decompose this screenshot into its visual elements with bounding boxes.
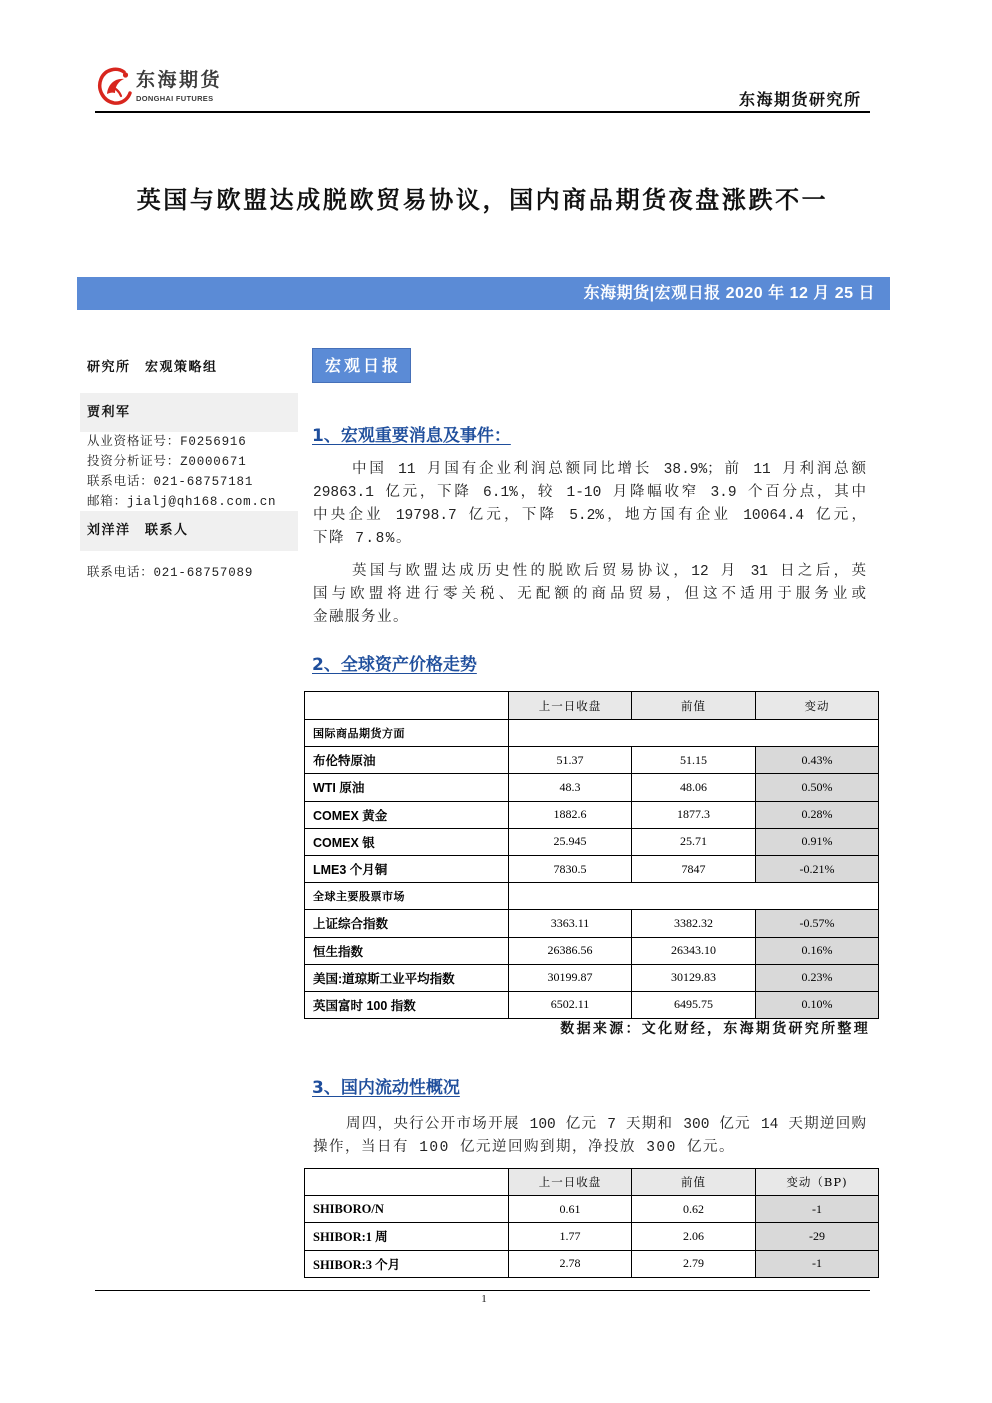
footer-divider bbox=[95, 1290, 870, 1291]
table-header-row bbox=[305, 692, 879, 720]
row-label: LME3 个月铜 bbox=[305, 855, 509, 882]
company-logo bbox=[97, 66, 229, 110]
table-row bbox=[305, 1196, 879, 1223]
department: 研究所 宏观策略组 bbox=[87, 360, 218, 375]
table-header-blank bbox=[305, 1169, 509, 1196]
institute-name: 东海期货研究所 bbox=[739, 90, 862, 109]
logo-name-cn: 东海期货 bbox=[136, 69, 223, 91]
table-empty-cell bbox=[509, 883, 879, 910]
header-previous-close: 上一日收盘 bbox=[509, 692, 632, 720]
header-divider bbox=[95, 111, 870, 113]
analysis-number: 投资分析证号：Z0000671 bbox=[87, 455, 247, 469]
table-header-row bbox=[305, 1169, 879, 1196]
table-row bbox=[305, 964, 879, 991]
table-row bbox=[305, 747, 879, 774]
section-heading-liquidity: 3、国内流动性概况 bbox=[312, 1078, 460, 1098]
paragraph bbox=[313, 561, 866, 630]
table-row bbox=[305, 910, 879, 937]
row-label: 上证综合指数 bbox=[305, 910, 509, 937]
liquidity-table bbox=[304, 1168, 879, 1278]
table-section-label: 全球主要股票市场 bbox=[305, 883, 509, 910]
previous-close-value: 48.3 bbox=[509, 774, 632, 801]
change-value: -29 bbox=[756, 1223, 879, 1250]
change-value: 0.16% bbox=[756, 937, 879, 964]
prior-value: 25.71 bbox=[632, 828, 756, 855]
global-asset-price-table bbox=[304, 691, 879, 1019]
paragraph-line: 中国 11 月国有企业利润总额同比增长 38.9%；前 11 月利润总额 bbox=[352, 462, 866, 478]
change-value: -1 bbox=[756, 1196, 879, 1223]
contact-name-band bbox=[80, 511, 298, 551]
previous-close-value: 0.61 bbox=[509, 1196, 632, 1223]
row-label: 恒生指数 bbox=[305, 937, 509, 964]
section-heading-global-assets: 2、全球资产价格走势 bbox=[312, 655, 477, 675]
row-label: COMEX 黄金 bbox=[305, 801, 509, 828]
previous-close-value: 51.37 bbox=[509, 747, 632, 774]
qualification-number: 从业资格证号：F0256916 bbox=[87, 435, 247, 449]
prior-value: 1877.3 bbox=[632, 801, 756, 828]
previous-close-value: 2.78 bbox=[509, 1250, 632, 1277]
logo-name-en: DONGHAI FUTURES bbox=[136, 94, 214, 103]
analyst-credentials bbox=[87, 432, 276, 512]
prior-value: 48.06 bbox=[632, 774, 756, 801]
header-prior-value: 前值 bbox=[632, 692, 756, 720]
row-label: 英国富时 100 指数 bbox=[305, 991, 509, 1018]
row-label: WTI 原油 bbox=[305, 774, 509, 801]
prior-value: 30129.83 bbox=[632, 964, 756, 991]
report-title: 英国与欧盟达成脱欧贸易协议，国内商品期货夜盘涨跌不一 bbox=[136, 185, 829, 214]
row-label: SHIBORO/N bbox=[305, 1196, 509, 1223]
table-empty-cell bbox=[509, 720, 879, 747]
change-value: -1 bbox=[756, 1250, 879, 1277]
paragraph-line: 中央企业 19798.7 亿元，下降 5.2%，地方国有企业 10064.4 亿元， bbox=[313, 508, 866, 524]
previous-close-value: 26386.56 bbox=[509, 937, 632, 964]
previous-close-value: 3363.11 bbox=[509, 910, 632, 937]
paragraph-line: 周四，央行公开市场开展 100 亿元 7 天期和 300 亿元 14 天期逆回购 bbox=[346, 1117, 866, 1133]
table-row bbox=[305, 855, 879, 882]
analyst-email: 邮箱：jialj@qh168.com.cn bbox=[87, 495, 277, 509]
prior-value: 2.06 bbox=[632, 1223, 756, 1250]
paragraph-line: 下降 7.8%。 bbox=[313, 531, 413, 547]
previous-close-value: 1882.6 bbox=[509, 801, 632, 828]
paragraph-line: 29863.1 亿元，下降 6.1%，较 1-10 月降幅收窄 3.9 个百分点，其中 bbox=[313, 485, 866, 501]
change-value: 0.28% bbox=[756, 801, 879, 828]
banner-text: 东海期货|宏观日报 2020 年 12 月 25 日 bbox=[583, 285, 875, 302]
header-prior-value: 前值 bbox=[632, 1169, 756, 1196]
change-value: 0.23% bbox=[756, 964, 879, 991]
prior-value: 26343.10 bbox=[632, 937, 756, 964]
paragraph-line: 英国与欧盟达成历史性的脱欧后贸易协议，12 月 31 日之后，英 bbox=[352, 564, 866, 580]
table-row bbox=[305, 1223, 879, 1250]
header-previous-close: 上一日收盘 bbox=[509, 1169, 632, 1196]
table-row bbox=[305, 937, 879, 964]
contact-name: 刘洋洋 联系人 bbox=[87, 523, 189, 538]
section-heading-news: 1、宏观重要消息及事件： bbox=[312, 426, 511, 446]
change-value: 0.43% bbox=[756, 747, 879, 774]
data-source-note: 数据来源：文化财经，东海期货研究所整理 bbox=[560, 1021, 870, 1037]
row-label: SHIBOR:3 个月 bbox=[305, 1250, 509, 1277]
row-label: 布伦特原油 bbox=[305, 747, 509, 774]
paragraph bbox=[313, 459, 866, 551]
prior-value: 51.15 bbox=[632, 747, 756, 774]
table-row bbox=[305, 801, 879, 828]
analyst-phone: 联系电话：021-68757181 bbox=[87, 475, 254, 489]
report-type-badge: 宏观日报 bbox=[312, 348, 411, 383]
row-label: SHIBOR:1 周 bbox=[305, 1223, 509, 1250]
table-row bbox=[305, 991, 879, 1018]
table-body bbox=[305, 1196, 879, 1278]
table-section-label: 国际商品期货方面 bbox=[305, 720, 509, 747]
report-banner bbox=[77, 277, 890, 310]
change-value: 0.50% bbox=[756, 774, 879, 801]
row-label: COMEX 银 bbox=[305, 828, 509, 855]
table-row bbox=[305, 774, 879, 801]
prior-value: 7847 bbox=[632, 855, 756, 882]
header-change: 变动（BP) bbox=[756, 1169, 879, 1196]
paragraph bbox=[313, 1114, 866, 1160]
paragraph-line: 金融服务业。 bbox=[313, 610, 409, 626]
previous-close-value: 25.945 bbox=[509, 828, 632, 855]
table-header-blank bbox=[305, 692, 509, 720]
change-value: 0.91% bbox=[756, 828, 879, 855]
row-label: 美国:道琼斯工业平均指数 bbox=[305, 964, 509, 991]
change-value: -0.57% bbox=[756, 910, 879, 937]
table-row bbox=[305, 828, 879, 855]
prior-value: 6495.75 bbox=[632, 991, 756, 1018]
paragraph-line: 国与欧盟将进行零关税、无配额的商品贸易，但这不适用于服务业或 bbox=[313, 587, 866, 603]
prior-value: 2.79 bbox=[632, 1250, 756, 1277]
table-section-row bbox=[305, 883, 879, 910]
change-value: 0.10% bbox=[756, 991, 879, 1018]
analyst-name: 贾利军 bbox=[87, 405, 131, 420]
previous-close-value: 6502.11 bbox=[509, 991, 632, 1018]
header-change: 变动 bbox=[756, 692, 879, 720]
prior-value: 3382.32 bbox=[632, 910, 756, 937]
prior-value: 0.62 bbox=[632, 1196, 756, 1223]
previous-close-value: 1.77 bbox=[509, 1223, 632, 1250]
table-row bbox=[305, 1250, 879, 1277]
analyst-name-band bbox=[80, 393, 298, 432]
page-number: 1 bbox=[481, 1293, 487, 1305]
paragraph-line: 操作，当日有 100 亿元逆回购到期，净投放 300 亿元。 bbox=[313, 1140, 736, 1156]
change-value: -0.21% bbox=[756, 855, 879, 882]
contact-phone: 联系电话：021-68757089 bbox=[87, 566, 254, 580]
table-body bbox=[305, 720, 879, 1019]
table-section-row bbox=[305, 720, 879, 747]
previous-close-value: 7830.5 bbox=[509, 855, 632, 882]
previous-close-value: 30199.87 bbox=[509, 964, 632, 991]
logo-emblem-icon bbox=[97, 66, 133, 106]
